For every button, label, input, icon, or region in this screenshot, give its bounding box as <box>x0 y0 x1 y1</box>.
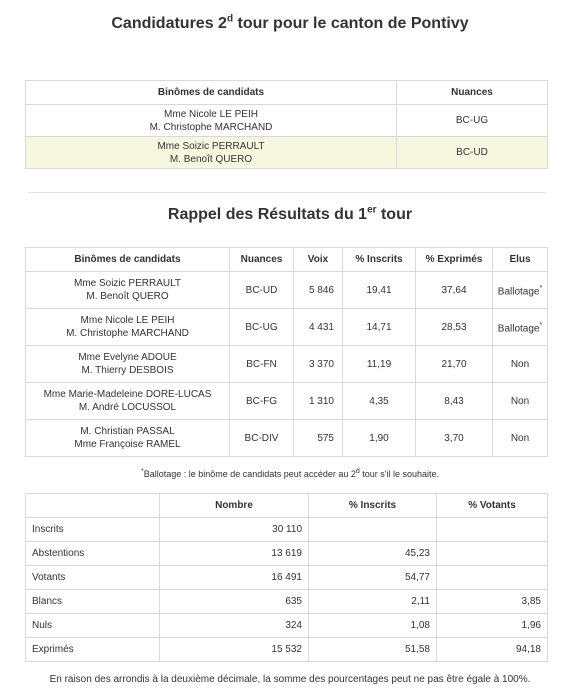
ballotage-footnote: *Ballotage : le binôme de candidats peut accéder au 2$^d$ tour s'il le souhaite. <box>140 468 440 479</box>
table-row <box>26 518 548 542</box>
nombre-cell: 324 <box>160 614 309 638</box>
elus-cell <box>493 272 548 309</box>
second-round-candidates-table <box>25 80 548 169</box>
col-header-nuances: Nuances <box>397 81 548 105</box>
candidate-name: M. Benoît QUERO <box>169 153 253 165</box>
table-row <box>26 309 548 346</box>
candidates-cell <box>26 272 230 309</box>
col-header-votants: % Votants <box>437 494 548 518</box>
inscrits-cell: 1,90 <box>343 420 416 457</box>
nuance-cell: BC-UG <box>397 105 548 137</box>
row-label: Nuls <box>26 614 160 638</box>
inscrits-cell: 2,11 <box>309 590 437 614</box>
row-label: Inscrits <box>26 518 160 542</box>
candidate-name: Mme Marie-Madeleine DORE-LUCAS <box>43 389 212 400</box>
votants-cell <box>437 518 548 542</box>
elus-value: Ballotage <box>497 323 540 335</box>
nuance-cell: BC-UG <box>230 309 294 346</box>
votants-cell <box>437 542 548 566</box>
nombre-cell: 635 <box>160 590 309 614</box>
table-row <box>26 542 548 566</box>
votants-cell: 1,96 <box>437 614 548 638</box>
exprimes-cell: 28,53 <box>416 309 493 346</box>
elus-cell <box>493 346 548 383</box>
voix-cell: 1 310 <box>294 383 343 420</box>
elus-value: Ballotage <box>497 286 540 298</box>
candidate-name: M. Benoît QUERO <box>86 291 169 302</box>
votants-cell <box>437 566 548 590</box>
candidate-name: Mme Nicole LE PEIH <box>80 315 175 326</box>
table-row <box>26 346 548 383</box>
table-row <box>26 590 548 614</box>
inscrits-cell: 11,19 <box>343 346 416 383</box>
nuance-cell: BC-FG <box>230 383 294 420</box>
candidates-cell <box>26 420 230 457</box>
elus-value: Non <box>510 358 530 370</box>
footnote-marker: * <box>140 468 144 475</box>
inscrits-cell: 4,35 <box>343 383 416 420</box>
col-header-candidates: Binômes de candidats <box>26 248 230 272</box>
row-label: Votants <box>26 566 160 590</box>
elus-value: Non <box>510 395 530 407</box>
candidate-name: M. Christian PASSAL <box>80 426 175 437</box>
divider <box>28 192 546 193</box>
candidates-cell <box>26 137 397 169</box>
candidates-cell <box>26 309 230 346</box>
inscrits-cell: 19,41 <box>343 272 416 309</box>
col-header-empty <box>26 494 160 518</box>
table-row <box>26 105 548 137</box>
col-header-exprimes: % Exprimés <box>416 248 493 272</box>
rounding-note: En raison des arrondis à la deuxième décimale, la somme des pourcentages peut ne pas être égale à 100%. <box>49 674 531 685</box>
exprimes-cell: 3,70 <box>416 420 493 457</box>
nombre-cell: 16 491 <box>160 566 309 590</box>
nombre-cell: 15 532 <box>160 638 309 662</box>
exprimes-cell: 21,70 <box>416 346 493 383</box>
first-round-results-table <box>25 247 548 457</box>
nombre-cell: 13 619 <box>160 542 309 566</box>
col-header-voix: Voix <box>294 248 343 272</box>
table-row <box>26 420 548 457</box>
exprimes-cell: 37,64 <box>416 272 493 309</box>
candidate-name: Mme Soizic PERRAULT <box>73 278 182 289</box>
candidates-cell <box>26 105 397 137</box>
exprimes-cell: 8,43 <box>416 383 493 420</box>
votants-cell: 94,18 <box>437 638 548 662</box>
votants-cell: 3,85 <box>437 590 548 614</box>
table-row <box>26 566 548 590</box>
col-header-elus: Elus <box>493 248 548 272</box>
col-header-inscrits: % Inscrits <box>309 494 437 518</box>
candidate-name: M. André LOCUSSOL <box>78 402 177 413</box>
nuance-cell: BC-DIV <box>230 420 294 457</box>
elus-value: Non <box>510 432 530 444</box>
elus-cell <box>493 383 548 420</box>
candidate-name: Mme Soizic PERRAULT <box>157 140 265 152</box>
inscrits-cell: 54,77 <box>309 566 437 590</box>
row-label: Abstentions <box>26 542 160 566</box>
candidate-name: Mme Françoise RAMEL <box>74 439 181 450</box>
elus-cell <box>493 420 548 457</box>
inscrits-cell: 51,58 <box>309 638 437 662</box>
inscrits-cell: 1,08 <box>309 614 437 638</box>
table-row <box>26 383 548 420</box>
turnout-table <box>25 493 548 662</box>
table-row <box>26 137 548 169</box>
candidates-cell <box>26 346 230 383</box>
candidate-name: Mme Nicole LE PEIH <box>164 108 258 120</box>
footnote-marker: * <box>539 284 543 292</box>
col-header-nuances: Nuances <box>230 248 294 272</box>
nombre-cell: 30 110 <box>160 518 309 542</box>
col-header-nombre: Nombre <box>160 494 309 518</box>
voix-cell: 575 <box>294 420 343 457</box>
table-row <box>26 638 548 662</box>
candidate-name: M. Christophe MARCHAND <box>66 328 189 339</box>
row-label: Blancs <box>26 590 160 614</box>
nuance-cell: BC-UD <box>397 137 548 169</box>
col-header-inscrits: % Inscrits <box>343 248 416 272</box>
table-row <box>26 272 548 309</box>
inscrits-cell <box>309 518 437 542</box>
candidate-name: M. Christophe MARCHAND <box>149 121 273 133</box>
nuance-cell: BC-FN <box>230 346 294 383</box>
page-title-second-round: Candidatures 2$^d$ tour pour le canton de Pontivy <box>111 13 469 32</box>
inscrits-cell: 45,23 <box>309 542 437 566</box>
candidate-name: Mme Evelyne ADOUE <box>78 352 177 363</box>
candidates-cell <box>26 383 230 420</box>
footnote-marker: * <box>539 321 543 329</box>
col-header-candidates: Binômes de candidats <box>26 81 397 105</box>
page-title-first-round: Rappel des Résultats du 1er tour <box>167 204 413 223</box>
inscrits-cell: 14,71 <box>343 309 416 346</box>
nuance-cell: BC-UD <box>230 272 294 309</box>
voix-cell: 5 846 <box>294 272 343 309</box>
elus-cell <box>493 309 548 346</box>
row-label: Exprimés <box>26 638 160 662</box>
voix-cell: 3 370 <box>294 346 343 383</box>
candidate-name: M. Thierry DESBOIS <box>81 365 174 376</box>
voix-cell: 4 431 <box>294 309 343 346</box>
table-row <box>26 614 548 638</box>
